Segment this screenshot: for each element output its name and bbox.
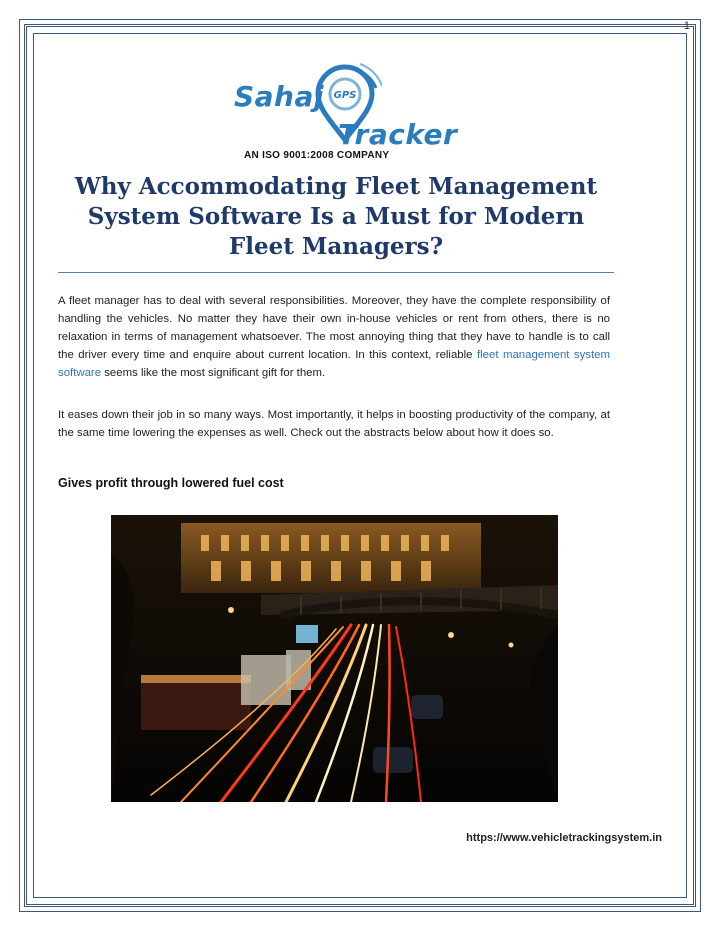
logo-brand-tracker: Tracker bbox=[338, 118, 458, 151]
title-line-2: System Software Is a Must for Modern bbox=[87, 203, 585, 230]
logo-brand-sahaj: Sahaj bbox=[234, 80, 324, 113]
logo-pin-text: GPS bbox=[333, 90, 357, 101]
title-line-1: Why Accommodating Fleet Management bbox=[74, 173, 598, 200]
title-line-3: Fleet Managers? bbox=[228, 233, 444, 260]
logo-tagline: AN ISO 9001:2008 COMPANY bbox=[244, 150, 390, 161]
paragraph-intro-text-end: seems like the most significant gift for them. bbox=[101, 367, 326, 379]
title-divider bbox=[58, 272, 614, 273]
paragraph-intro-text-start: A fleet manager has to deal with several responsibilities. Moreover, they have the complete responsibility of handling the vehicles. No matter they have their own in-house vehicles or rent from others, there is no relaxation in terms of management whatsoever. The most annoying thing that they have to handle is to call the driver every time and enquire about current location. In this context, reliable bbox=[58, 295, 610, 361]
night-traffic-photo bbox=[111, 515, 558, 802]
paragraph-intro bbox=[58, 292, 610, 382]
paragraph-benefits: It eases down their job in so many ways. Most importantly, it helps in boosting productivity of the company, at the same time lowering the expenses as well. Check out the abstracts below about how it does so. bbox=[58, 409, 610, 439]
section-heading: Gives profit through lowered fuel cost bbox=[58, 476, 284, 490]
night-traffic-illustration bbox=[111, 515, 558, 802]
page-number: 1 bbox=[683, 20, 690, 32]
fleet-management-link[interactable]: fleet management system software bbox=[58, 349, 610, 379]
company-logo bbox=[228, 58, 458, 168]
footer-website-url: https://www.vehicletrackingsystem.in bbox=[466, 832, 662, 844]
article-title bbox=[60, 172, 612, 262]
